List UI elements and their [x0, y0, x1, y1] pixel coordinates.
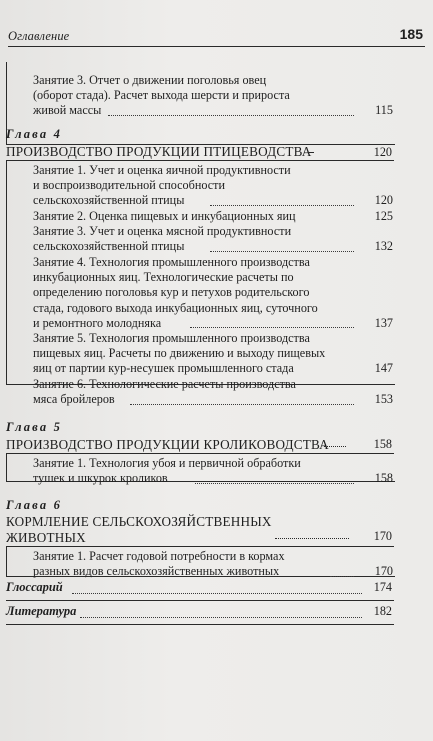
dot-leader	[210, 251, 354, 252]
chapter5-title[interactable]: ПРОИЗВОДСТВО ПРОДУКЦИИ КРОЛИКОВОДСТВА	[6, 437, 329, 452]
chapter5-rule	[6, 453, 394, 454]
toc-entry[interactable]	[33, 163, 391, 209]
dot-leader	[130, 404, 354, 405]
entry-page: 120	[374, 193, 393, 208]
entry-line: сельскохозяйственной птицы	[33, 239, 185, 254]
literature-page: 182	[373, 604, 392, 618]
entry-line: инкубационных яиц. Технологические расчеты по	[33, 270, 294, 285]
chapter6-title-line: ЖИВОТНЫХ	[6, 529, 86, 545]
entry-line: тушек и шкурок кроликов	[33, 471, 168, 486]
glossary-page: 174	[373, 580, 392, 594]
toc-entry[interactable]	[33, 377, 391, 407]
dot-leader	[190, 327, 354, 328]
entry-page: 125	[374, 209, 393, 223]
dot-leader	[80, 617, 362, 618]
dot-leader	[195, 483, 354, 484]
chapter6-title-line: КОРМЛЕНИЕ СЕЛЬСКОХОЗЯЙСТВЕННЫХ	[6, 514, 272, 529]
glossary-title[interactable]: Глоссарий	[6, 580, 63, 594]
entry-page: 153	[374, 392, 393, 407]
entry-line: стада, годового выхода инкубационных яиц, суточного	[33, 300, 318, 315]
entry-line: Занятие 5. Технология промышленного производства	[33, 331, 310, 345]
entry-line: Занятие 1. Учет и оценка яичной продуктивности	[33, 163, 291, 177]
entry-page: 170	[374, 564, 393, 579]
chapter4-rule	[6, 160, 394, 161]
entry-line: и воспроизводительной способности	[33, 178, 226, 193]
literature-title[interactable]: Литература	[6, 604, 77, 618]
glossary-rule	[6, 600, 394, 601]
entry-page: 158	[374, 471, 393, 486]
chapter5-page: 158	[373, 437, 392, 451]
entry-page: 147	[374, 361, 393, 376]
chapter6-rule	[6, 546, 394, 547]
chapter6-label: Глава 6	[6, 498, 63, 512]
dot-leader	[275, 538, 349, 539]
chapter4-page: 120	[373, 145, 392, 159]
chapter4-title[interactable]: ПРОИЗВОДСТВО ПРОДУКЦИИ ПТИЦЕВОДСТВА	[6, 144, 312, 159]
dot-leader	[330, 576, 354, 577]
page-number: 185	[399, 26, 423, 42]
toc-entry[interactable]	[33, 456, 391, 486]
entry-line: Занятие 1. Технология убоя и первичной обработки	[33, 456, 301, 470]
chapter4-label: Глава 4	[6, 127, 63, 141]
entry-line: пищевых яиц. Расчеты по движению и выходу пищевых	[33, 346, 326, 361]
toc-entry[interactable]	[33, 549, 391, 579]
toc-entry[interactable]	[33, 73, 391, 119]
toc-entry[interactable]	[33, 255, 391, 331]
entry-line: сельскохозяйственной птицы	[33, 193, 185, 208]
entry-line: Занятие 6. Технологические расчеты производства	[33, 377, 296, 391]
entry-page: 115	[375, 103, 393, 118]
running-head-title: Оглавление	[8, 29, 70, 43]
dot-leader	[108, 115, 354, 116]
entry-line: Занятие 2. Оценка пищевых и инкубационных яиц	[33, 209, 296, 223]
entry-page: 137	[374, 315, 393, 330]
entry-line: яиц от партии кур-несушек промышленного стада	[33, 361, 294, 376]
dot-leader	[210, 205, 354, 206]
entry-line: Занятие 4. Технология промышленного производства	[33, 255, 310, 269]
chapter5-label: Глава 5	[6, 420, 63, 434]
running-head	[8, 26, 425, 47]
chapter6-title[interactable]	[6, 514, 272, 545]
toc-entry[interactable]	[33, 224, 391, 254]
entry-line: (оборот стада). Расчет выхода шерсти и прироста	[33, 88, 290, 103]
toc-entry[interactable]	[33, 331, 391, 377]
entry-line: Занятие 3. Отчет о движении поголовья овец	[33, 73, 267, 87]
literature-rule	[6, 624, 394, 625]
entry-line: Занятие 3. Учет и оценка мясной продуктивности	[33, 224, 292, 238]
entry-line: Занятие 1. Расчет годовой потребности в кормах	[33, 549, 285, 563]
chapter6-page: 170	[373, 529, 392, 543]
toc-entry[interactable]	[33, 209, 391, 224]
entry-line: мяса бройлеров	[33, 392, 115, 407]
entry-line: разных видов сельскохозяйственных животных	[33, 564, 280, 579]
dot-leader	[72, 593, 362, 594]
entry-line: живой массы	[33, 103, 102, 118]
entry-line: и ремонтного молодняка	[33, 315, 162, 330]
entry-page: 132	[374, 239, 393, 254]
entry-line: определению поголовья кур и петухов родительского	[33, 285, 310, 300]
dot-leader	[324, 446, 346, 447]
dot-leader	[308, 152, 314, 153]
